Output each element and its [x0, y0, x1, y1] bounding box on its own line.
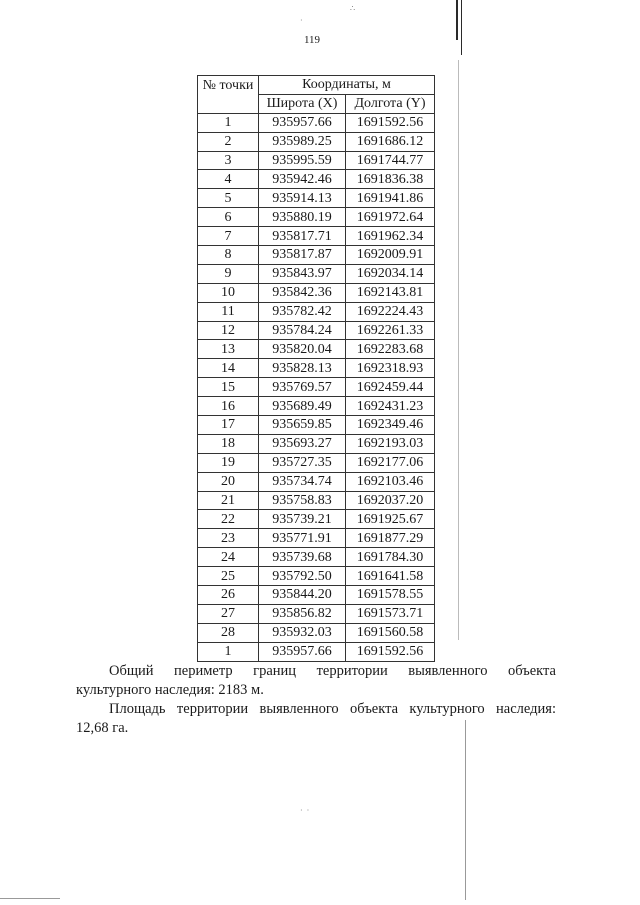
cell-latitude: 935844.20 [259, 586, 346, 605]
cell-point-number: 4 [198, 170, 259, 189]
cell-latitude: 935989.25 [259, 132, 346, 151]
cell-longitude: 1691578.55 [346, 586, 435, 605]
cell-longitude: 1692034.14 [346, 264, 435, 283]
cell-longitude: 1692318.93 [346, 359, 435, 378]
cell-point-number: 24 [198, 548, 259, 567]
cell-latitude: 935843.97 [259, 264, 346, 283]
word: объекта [507, 663, 556, 679]
scan-artifact-top: · [300, 16, 304, 25]
area-line-2: 12,68 га. [76, 720, 129, 736]
cell-latitude: 935880.19 [259, 208, 346, 227]
cell-point-number: 15 [198, 378, 259, 397]
scan-line-right-mid [458, 60, 459, 640]
cell-point-number: 11 [198, 302, 259, 321]
table-row [198, 529, 435, 548]
table-row [198, 397, 435, 416]
cell-longitude: 1692177.06 [346, 453, 435, 472]
cell-longitude: 1692103.46 [346, 472, 435, 491]
cell-latitude: 935771.91 [259, 529, 346, 548]
header-latitude: Широта (X) [259, 94, 346, 113]
table-row [198, 416, 435, 435]
area-paragraph [76, 700, 556, 738]
cell-longitude: 1691972.64 [346, 208, 435, 227]
cell-point-number: 14 [198, 359, 259, 378]
cell-point-number: 3 [198, 151, 259, 170]
cell-latitude: 935817.87 [259, 246, 346, 265]
cell-longitude: 1691641.58 [346, 567, 435, 586]
cell-latitude: 935758.83 [259, 491, 346, 510]
cell-latitude: 935817.71 [259, 227, 346, 246]
table-row [198, 208, 435, 227]
cell-point-number: 2 [198, 132, 259, 151]
cell-latitude: 935689.49 [259, 397, 346, 416]
cell-latitude: 935828.13 [259, 359, 346, 378]
scan-line-right-low [465, 720, 466, 900]
area-line-1 [76, 700, 556, 719]
cell-point-number: 1 [198, 642, 259, 661]
cell-longitude: 1692283.68 [346, 340, 435, 359]
table-row [198, 340, 435, 359]
cell-latitude: 935769.57 [259, 378, 346, 397]
scan-artifact-top-right: ∴ [350, 4, 357, 13]
cell-point-number: 9 [198, 264, 259, 283]
cell-point-number: 19 [198, 453, 259, 472]
table-row [198, 378, 435, 397]
perimeter-paragraph [76, 662, 556, 700]
cell-longitude: 1692349.46 [346, 416, 435, 435]
cell-point-number: 16 [198, 397, 259, 416]
cell-longitude: 1692037.20 [346, 491, 435, 510]
table-row [198, 359, 435, 378]
table-row [198, 170, 435, 189]
cell-point-number: 17 [198, 416, 259, 435]
word: Площадь [109, 701, 166, 717]
table-row [198, 264, 435, 283]
cell-latitude: 935659.85 [259, 416, 346, 435]
table-row [198, 472, 435, 491]
cell-latitude: 935734.74 [259, 472, 346, 491]
cell-latitude: 935995.59 [259, 151, 346, 170]
cell-longitude: 1691784.30 [346, 548, 435, 567]
cell-longitude: 1691573.71 [346, 604, 435, 623]
table-row [198, 132, 435, 151]
scan-line-right-top [456, 0, 458, 40]
cell-longitude: 1691836.38 [346, 170, 435, 189]
cell-point-number: 20 [198, 472, 259, 491]
cell-point-number: 23 [198, 529, 259, 548]
cell-latitude: 935739.68 [259, 548, 346, 567]
word: культурного [409, 701, 485, 717]
cell-point-number: 13 [198, 340, 259, 359]
cell-latitude: 935820.04 [259, 340, 346, 359]
cell-latitude: 935957.66 [259, 642, 346, 661]
cell-longitude: 1692431.23 [346, 397, 435, 416]
cell-latitude: 935782.42 [259, 302, 346, 321]
cell-longitude: 1691877.29 [346, 529, 435, 548]
cell-latitude: 935856.82 [259, 604, 346, 623]
scan-line-bottom-left [0, 898, 60, 899]
word: выявленного [259, 701, 339, 717]
table-row [198, 491, 435, 510]
cell-latitude: 935784.24 [259, 321, 346, 340]
coordinates-table [197, 75, 435, 662]
cell-longitude: 1691560.58 [346, 623, 435, 642]
word: выявленного [408, 663, 488, 679]
cell-longitude: 1691686.12 [346, 132, 435, 151]
perimeter-line-2: культурного наследия: 2183 м. [76, 682, 264, 698]
table-row [198, 321, 435, 340]
table-row [198, 567, 435, 586]
cell-point-number: 18 [198, 434, 259, 453]
cell-latitude: 935693.27 [259, 434, 346, 453]
table-row [198, 283, 435, 302]
cell-point-number: 28 [198, 623, 259, 642]
word: объекта [350, 701, 399, 717]
header-longitude: Долгота (Y) [346, 94, 435, 113]
table-row [198, 623, 435, 642]
cell-latitude: 935932.03 [259, 623, 346, 642]
word: границ [253, 663, 297, 679]
cell-point-number: 27 [198, 604, 259, 623]
header-point-number: № точки [198, 76, 259, 114]
cell-point-number: 10 [198, 283, 259, 302]
table-row [198, 189, 435, 208]
table-row [198, 302, 435, 321]
table-row [198, 453, 435, 472]
cell-point-number: 26 [198, 586, 259, 605]
cell-longitude: 1692143.81 [346, 283, 435, 302]
table-row [198, 246, 435, 265]
cell-longitude: 1692261.33 [346, 321, 435, 340]
cell-latitude: 935842.36 [259, 283, 346, 302]
cell-latitude: 935957.66 [259, 113, 346, 132]
coordinates-table-body [198, 113, 435, 661]
cell-point-number: 22 [198, 510, 259, 529]
cell-longitude: 1691592.56 [346, 642, 435, 661]
table-row [198, 151, 435, 170]
word: Общий [109, 663, 154, 679]
table-row [198, 642, 435, 661]
cell-longitude: 1691592.56 [346, 113, 435, 132]
cell-longitude: 1692009.91 [346, 246, 435, 265]
word: территории [316, 663, 388, 679]
cell-longitude: 1692459.44 [346, 378, 435, 397]
cell-latitude: 935914.13 [259, 189, 346, 208]
cell-longitude: 1692224.43 [346, 302, 435, 321]
cell-point-number: 8 [198, 246, 259, 265]
cell-point-number: 1 [198, 113, 259, 132]
table-row [198, 113, 435, 132]
word: наследия: [496, 701, 556, 717]
table-row [198, 586, 435, 605]
table-row [198, 604, 435, 623]
cell-longitude: 1691941.86 [346, 189, 435, 208]
cell-latitude: 935942.46 [259, 170, 346, 189]
cell-point-number: 6 [198, 208, 259, 227]
header-coordinates: Координаты, м [259, 76, 435, 95]
word: территории [176, 701, 249, 717]
cell-point-number: 21 [198, 491, 259, 510]
cell-latitude: 935792.50 [259, 567, 346, 586]
cell-longitude: 1691744.77 [346, 151, 435, 170]
cell-longitude: 1692193.03 [346, 434, 435, 453]
cell-point-number: 25 [198, 567, 259, 586]
cell-point-number: 12 [198, 321, 259, 340]
cell-point-number: 7 [198, 227, 259, 246]
table-row [198, 548, 435, 567]
cell-latitude: 935739.21 [259, 510, 346, 529]
cell-longitude: 1691962.34 [346, 227, 435, 246]
scan-artifact-bottom: · · [300, 806, 311, 815]
cell-longitude: 1691925.67 [346, 510, 435, 529]
scan-line-right-top-2 [461, 0, 462, 55]
cell-point-number: 5 [198, 189, 259, 208]
table-row [198, 227, 435, 246]
cell-latitude: 935727.35 [259, 453, 346, 472]
table-row [198, 510, 435, 529]
word: периметр [174, 663, 233, 679]
table-row [198, 434, 435, 453]
perimeter-line-1 [76, 662, 556, 681]
page-number: 119 [303, 34, 321, 46]
